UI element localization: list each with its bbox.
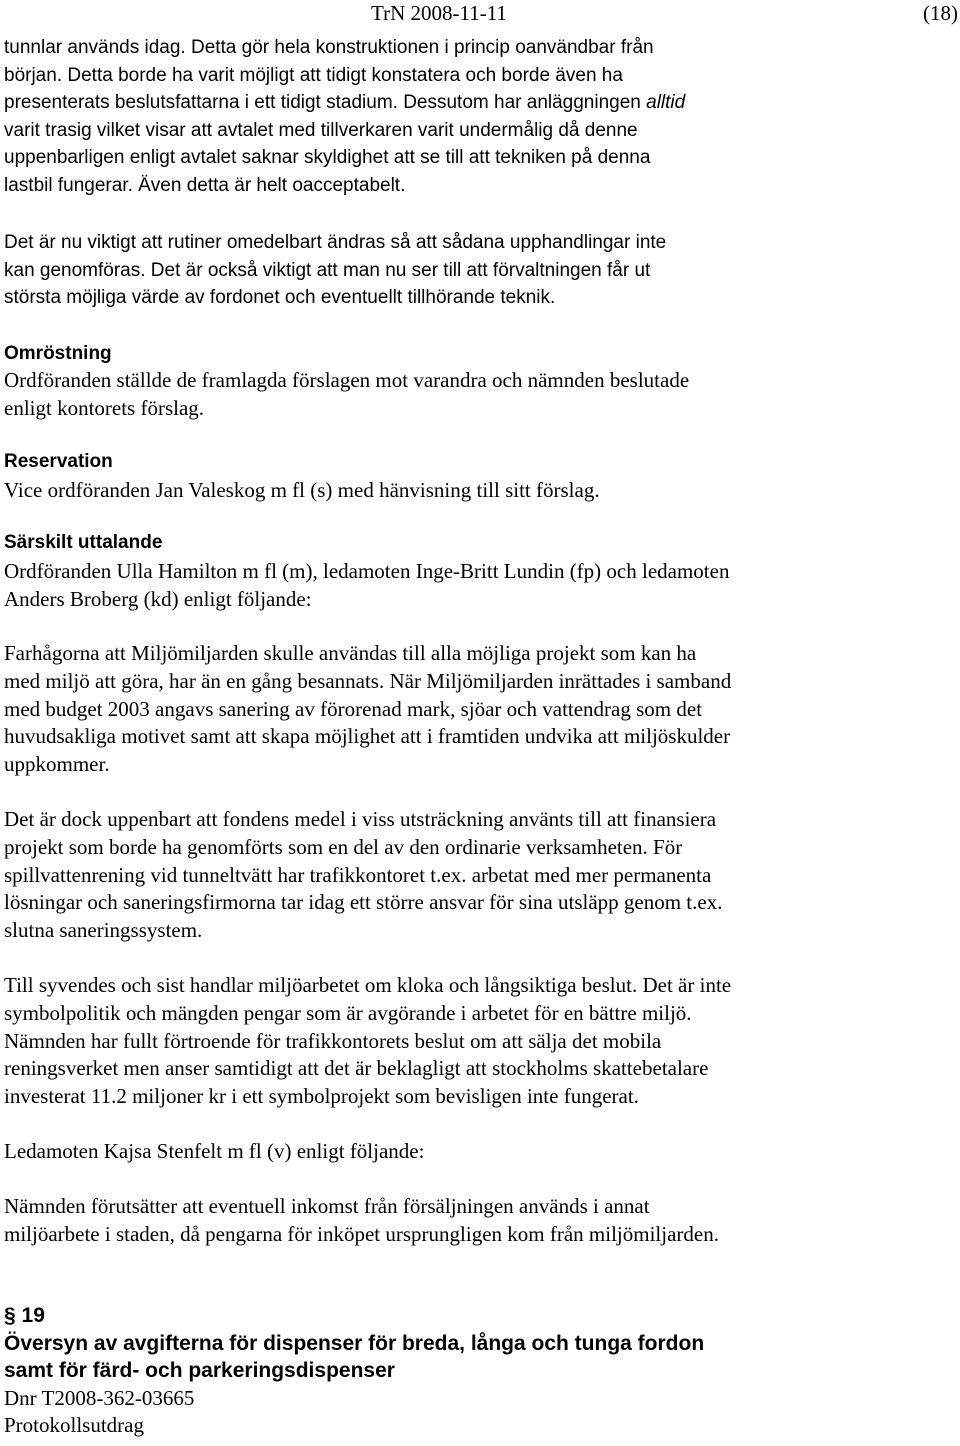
text-line: Nämnden förutsätter att eventuell inkomst från försäljningen används i annat xyxy=(4,1194,650,1218)
heading-sarskilt-uttalande: Särskilt uttalande xyxy=(4,532,163,553)
text-line: Nämnden har fullt förtroende för trafikkontorets beslut om att sälja det mobila xyxy=(4,1028,662,1053)
text-line: Ordföranden ställde de framlagda förslagen mot varandra och nämnden beslutade xyxy=(4,368,690,392)
text-span: presenterats beslutsfattarna i ett tidigt stadium. Dessutom har anläggningen xyxy=(4,92,647,113)
text-line: med miljö att göra, har än en gång besannats. När Miljömiljarden inrättades i samband xyxy=(4,668,732,693)
omrostning-text xyxy=(4,367,954,423)
text-line: kan genomföras. Det är också viktigt att man nu ser till att förvaltningen får ut xyxy=(4,259,651,281)
text-line: Anders Broberg (kd) enligt följande: xyxy=(4,586,312,611)
text-line: med budget 2003 angavs sanering av förorenad mark, sjöar och vattendrag som det xyxy=(4,696,703,721)
reservation-text xyxy=(4,477,954,505)
text-line: huvudsakliga motivet samt att skapa möjlighet att i framtiden undvika att miljöskulder xyxy=(4,724,731,749)
section-19 xyxy=(4,1302,954,1439)
text-line: början. Detta borde ha varit möjligt att tidigt konstatera och borde även ha xyxy=(4,64,623,86)
sarskilt-paragraph-2 xyxy=(4,806,954,945)
text-line xyxy=(4,89,954,117)
sarskilt-paragraph-3 xyxy=(4,972,954,1111)
text-line: varit trasig vilket visar att avtalet med tillverkaren varit undermålig då denne xyxy=(4,119,638,141)
text-line: Till syvendes och sist handlar miljöarbetet om kloka och långsiktiga beslut. Det är inte xyxy=(4,973,732,997)
text-line: lastbil fungerar. Även detta är helt oacceptabelt. xyxy=(4,174,406,196)
text-line: Det är dock uppenbart att fondens medel i viss utsträckning använts till att finansiera xyxy=(4,807,717,831)
section-title-line-1: Översyn av avgifterna för dispenser för breda, långa och tunga fordon xyxy=(4,1331,705,1355)
heading-reservation: Reservation xyxy=(4,451,113,472)
text-line: Farhågorna att Miljömiljarden skulle användas till alla möjliga projekt som kan ha xyxy=(4,641,697,665)
text-line: symbolpolitik och mängden pengar som är avgörande i arbetet för en bättre miljö. xyxy=(4,1000,692,1025)
text-line: tunnlar används idag. Detta gör hela konstruktionen i princip oanvändbar från xyxy=(4,37,654,58)
text-line: Ledamoten Kajsa Stenfelt m fl (v) enligt följande: xyxy=(4,1139,425,1163)
paragraph-2 xyxy=(4,229,954,312)
text-line: Det är nu viktigt att rutiner omedelbart ändras så att sådana upphandlingar inte xyxy=(4,232,667,253)
text-line: spillvattenrening vid tunneltvätt har trafikkontoret t.ex. arbetat med mer permanenta xyxy=(4,862,712,887)
emphasis-alltid: alltid xyxy=(646,92,686,113)
text-line: Ordföranden Ulla Hamilton m fl (m), ledamoten Inge-Britt Lundin (fp) och ledamoten xyxy=(4,559,730,583)
text-line: lösningar och saneringsfirmorna tar idag ett större ansvar för sina utsläpp genom t.ex. xyxy=(4,890,723,915)
sarskilt-intro xyxy=(4,558,954,614)
sarskilt-paragraph-1 xyxy=(4,640,954,779)
sarskilt-paragraph-4 xyxy=(4,1193,954,1249)
heading-omrostning: Omröstning xyxy=(4,343,112,364)
text-line: miljöarbete i staden, då pengarna för inköpet ursprungligen kom från miljömiljarden. xyxy=(4,1221,719,1246)
text-line: investerat 11.2 miljoner kr i ett symbolprojekt som bevisligen inte fungerat. xyxy=(4,1084,639,1109)
text-line: slutna saneringssystem. xyxy=(4,918,203,943)
text-line: enligt kontorets förslag. xyxy=(4,395,205,420)
text-line: uppenbarligen enligt avtalet saknar skyldighet att se till att tekniken på denna xyxy=(4,147,651,168)
sarskilt-intro-2 xyxy=(4,1138,954,1166)
text-line: projekt som borde ha genomförts som en del av den ordinarie verksamheten. För xyxy=(4,834,683,859)
text-line: Vice ordföranden Jan Valeskog m fl (s) med hänvisning till sitt förslag. xyxy=(4,478,600,502)
text-line: reningsverket men anser samtidigt att det är beklagligt att stockholms skattebetalare xyxy=(4,1056,709,1081)
text-line: uppkommer. xyxy=(4,752,110,777)
section-number: § 19 xyxy=(4,1304,45,1327)
paragraph-1 xyxy=(4,34,954,199)
header-ref: TrN 2008-11-11 xyxy=(371,1,507,25)
text-line: största möjliga värde av fordonet och eventuellt tillhörande teknik. xyxy=(4,287,556,308)
page-number: (18) xyxy=(923,1,958,25)
diarienummer: Dnr T2008-362-03665 xyxy=(4,1385,195,1410)
document-type: Protokollsutdrag xyxy=(4,1412,144,1437)
section-title-line-2: samt för färd- och parkeringsdispenser xyxy=(4,1359,395,1382)
